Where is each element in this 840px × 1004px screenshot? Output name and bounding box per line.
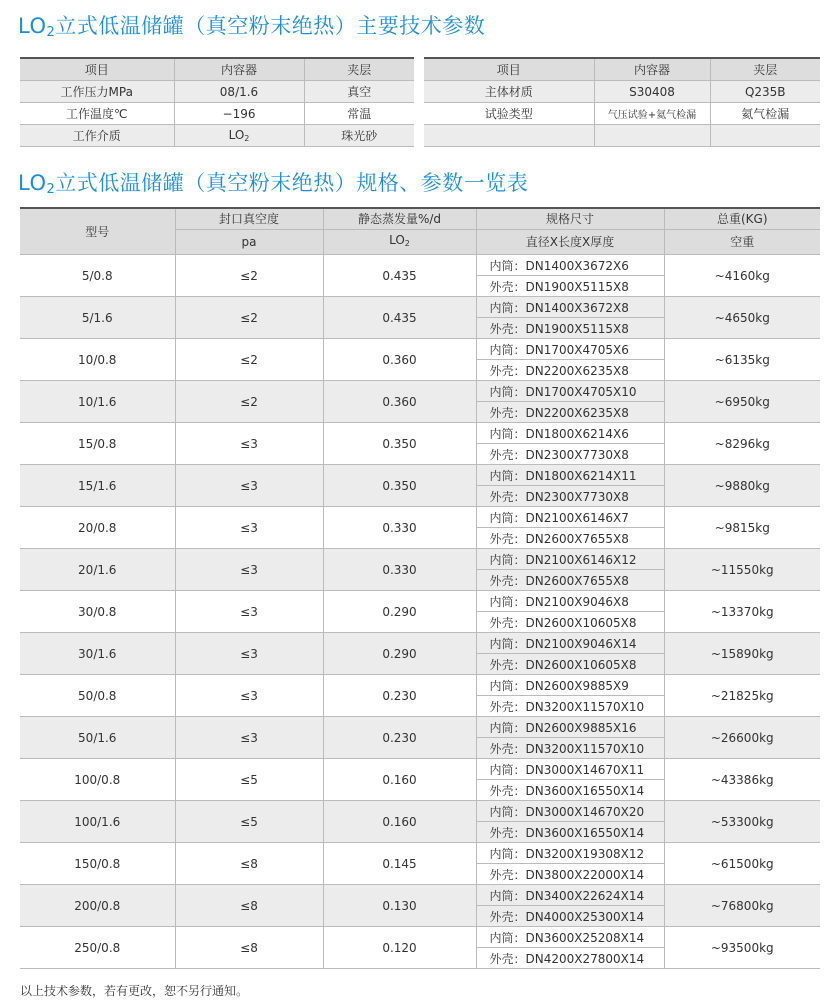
weight-cell: ~6950kg xyxy=(664,381,820,423)
outer-size-cell: 外壳：DN3600X16550X14 xyxy=(476,780,664,801)
header-cell: 内容器 xyxy=(594,58,710,81)
model-cell: 30/0.8 xyxy=(20,591,175,633)
vacuum-cell: ≤3 xyxy=(175,465,323,507)
table-row xyxy=(20,125,414,147)
outer-size-cell: 外壳：DN2200X6235X8 xyxy=(476,360,664,381)
table-cell: 工作介质 xyxy=(20,125,174,147)
table-row xyxy=(20,843,820,864)
vacuum-cell: ≤3 xyxy=(175,591,323,633)
header-cell: 项目 xyxy=(424,58,594,81)
table-row xyxy=(20,675,820,696)
table-row xyxy=(20,717,820,738)
inner-size-cell: 内筒：DN1700X4705X10 xyxy=(476,381,664,402)
inner-size-cell: 内筒：DN3200X19308X12 xyxy=(476,843,664,864)
table-row xyxy=(20,801,820,822)
inner-size-cell: 内筒：DN1400X3672X8 xyxy=(476,297,664,318)
vacuum-cell: ≤5 xyxy=(175,759,323,801)
table-header-row xyxy=(20,58,414,81)
vacuum-cell: ≤3 xyxy=(175,675,323,717)
evaporation-cell: 0.290 xyxy=(323,591,476,633)
evaporation-cell: 0.160 xyxy=(323,801,476,843)
model-cell: 10/0.8 xyxy=(20,339,175,381)
outer-size-cell: 外壳：DN2600X7655X8 xyxy=(476,570,664,591)
table-row xyxy=(20,423,820,444)
table-cell: 珠光砂 xyxy=(304,125,414,147)
evaporation-cell: 0.120 xyxy=(323,927,476,969)
weight-cell: ~26600kg xyxy=(664,717,820,759)
weight-cell: ~4650kg xyxy=(664,297,820,339)
model-cell: 15/1.6 xyxy=(20,465,175,507)
evaporation-cell: 0.160 xyxy=(323,759,476,801)
inner-size-cell: 内筒：DN3400X22624X14 xyxy=(476,885,664,906)
evaporation-cell: 0.230 xyxy=(323,675,476,717)
inner-size-cell: 内筒：DN3600X25208X14 xyxy=(476,927,664,948)
weight-cell: ~6135kg xyxy=(664,339,820,381)
table-row xyxy=(20,381,820,402)
table-row xyxy=(20,339,820,360)
footer-note: 以上技术参数，若有更改，恕不另行通知。 xyxy=(20,984,249,998)
vacuum-cell: ≤8 xyxy=(175,927,323,969)
evaporation-cell: 0.330 xyxy=(323,507,476,549)
weight-cell: ~21825kg xyxy=(664,675,820,717)
table-row xyxy=(20,591,820,612)
outer-size-cell: 外壳：DN4000X25300X14 xyxy=(476,906,664,927)
table-row xyxy=(20,81,414,103)
inner-size-cell: 内筒：DN1400X3672X6 xyxy=(476,255,664,276)
table-row xyxy=(20,549,820,570)
inner-size-cell: 内筒：DN2600X9885X16 xyxy=(476,717,664,738)
table-row xyxy=(20,507,820,528)
weight-cell: ~13370kg xyxy=(664,591,820,633)
table-row xyxy=(20,465,820,486)
inner-size-cell: 内筒：DN2100X9046X8 xyxy=(476,591,664,612)
evaporation-cell: 0.435 xyxy=(323,255,476,297)
vacuum-cell: ≤3 xyxy=(175,717,323,759)
table-row xyxy=(424,125,820,147)
inner-size-cell: 内筒：DN2100X6146X7 xyxy=(476,507,664,528)
weight-cell: ~76800kg xyxy=(664,885,820,927)
evaporation-cell: 0.360 xyxy=(323,339,476,381)
table-header-row xyxy=(20,208,820,230)
model-cell: 50/0.8 xyxy=(20,675,175,717)
model-cell: 15/0.8 xyxy=(20,423,175,465)
weight-cell: ~4160kg xyxy=(664,255,820,297)
vacuum-cell: ≤2 xyxy=(175,339,323,381)
weight-cell: ~93500kg xyxy=(664,927,820,969)
table-cell: 主体材质 xyxy=(424,81,594,103)
table-cell: 试验类型 xyxy=(424,103,594,125)
outer-size-cell: 外壳：DN3600X16550X14 xyxy=(476,822,664,843)
table-cell: Q235B xyxy=(710,81,820,103)
weight-cell: ~61500kg xyxy=(664,843,820,885)
header-model: 型号 xyxy=(20,208,175,255)
table-cell: 氦气检漏 xyxy=(710,103,820,125)
weight-cell: ~9815kg xyxy=(664,507,820,549)
weight-cell: ~9880kg xyxy=(664,465,820,507)
evaporation-cell: 0.230 xyxy=(323,717,476,759)
table-cell xyxy=(710,125,820,147)
table-row xyxy=(20,927,820,948)
outer-size-cell: 外壳：DN2600X7655X8 xyxy=(476,528,664,549)
evaporation-cell: 0.350 xyxy=(323,423,476,465)
outer-size-cell: 外壳：DN2600X10605X8 xyxy=(476,612,664,633)
header-vacuum-unit: pa xyxy=(175,230,323,255)
model-cell: 150/0.8 xyxy=(20,843,175,885)
outer-size-cell: 外壳：DN3200X11570X10 xyxy=(476,738,664,759)
table-cell: S30408 xyxy=(594,81,710,103)
vacuum-cell: ≤8 xyxy=(175,885,323,927)
table-row xyxy=(20,759,820,780)
vacuum-cell: ≤3 xyxy=(175,423,323,465)
model-cell: 100/0.8 xyxy=(20,759,175,801)
model-cell: 5/1.6 xyxy=(20,297,175,339)
outer-size-cell: 外壳：DN3200X11570X10 xyxy=(476,696,664,717)
vacuum-cell: ≤5 xyxy=(175,801,323,843)
table-cell: 气压试验+氦气检漏 xyxy=(594,103,710,125)
table-cell: 08/1.6 xyxy=(174,81,304,103)
header-weight-empty: 空重 xyxy=(664,230,820,255)
header-weight: 总重(KG) xyxy=(664,208,820,230)
table-cell: 真空 xyxy=(304,81,414,103)
evaporation-cell: 0.130 xyxy=(323,885,476,927)
header-vacuum: 封口真空度 xyxy=(175,208,323,230)
header-cell: 项目 xyxy=(20,58,174,81)
header-cell: 夹层 xyxy=(304,58,414,81)
table-cell: 工作温度℃ xyxy=(20,103,174,125)
model-cell: 250/0.8 xyxy=(20,927,175,969)
outer-size-cell: 外壳：DN4200X27800X14 xyxy=(476,948,664,969)
evaporation-cell: 0.290 xyxy=(323,633,476,675)
spec-table-title: $LO_2$立式低温储罐（真空粉末绝热）规格、参数一览表 xyxy=(18,171,529,197)
table-row xyxy=(20,255,820,276)
header-cell: 夹层 xyxy=(710,58,820,81)
tech-params-right-table xyxy=(424,57,820,147)
outer-size-cell: 外壳：DN2200X6235X8 xyxy=(476,402,664,423)
header-evaporation-medium: $LO_2$ xyxy=(323,230,476,255)
outer-size-cell: 外壳：DN1900X5115X8 xyxy=(476,318,664,339)
table-row xyxy=(20,885,820,906)
table-header-row xyxy=(424,58,820,81)
vacuum-cell: ≤2 xyxy=(175,255,323,297)
table-row xyxy=(20,103,414,125)
vacuum-cell: ≤2 xyxy=(175,381,323,423)
inner-size-cell: 内筒：DN3000X14670X11 xyxy=(476,759,664,780)
outer-size-cell: 外壳：DN1900X5115X8 xyxy=(476,276,664,297)
vacuum-cell: ≤8 xyxy=(175,843,323,885)
evaporation-cell: 0.145 xyxy=(323,843,476,885)
model-cell: 20/1.6 xyxy=(20,549,175,591)
table-cell xyxy=(594,125,710,147)
model-cell: 5/0.8 xyxy=(20,255,175,297)
weight-cell: ~53300kg xyxy=(664,801,820,843)
model-cell: 30/1.6 xyxy=(20,633,175,675)
weight-cell: ~15890kg xyxy=(664,633,820,675)
outer-size-cell: 外壳：DN2600X10605X8 xyxy=(476,654,664,675)
table-cell: −196 xyxy=(174,103,304,125)
header-size-format: 直径X长度X厚度 xyxy=(476,230,664,255)
header-cell: 内容器 xyxy=(174,58,304,81)
inner-size-cell: 内筒：DN1700X4705X6 xyxy=(476,339,664,360)
table-cell: 常温 xyxy=(304,103,414,125)
inner-size-cell: 内筒：DN1800X6214X6 xyxy=(476,423,664,444)
outer-size-cell: 外壳：DN2300X7730X8 xyxy=(476,486,664,507)
inner-size-cell: 内筒：DN3000X14670X20 xyxy=(476,801,664,822)
table-row xyxy=(20,633,820,654)
model-cell: 10/1.6 xyxy=(20,381,175,423)
inner-size-cell: 内筒：DN1800X6214X11 xyxy=(476,465,664,486)
evaporation-cell: 0.435 xyxy=(323,297,476,339)
table-row xyxy=(20,297,820,318)
page-title: $LO_2$立式低温储罐（真空粉末绝热）主要技术参数 xyxy=(18,14,486,40)
header-evaporation: 静态蒸发量%/d xyxy=(323,208,476,230)
vacuum-cell: ≤3 xyxy=(175,633,323,675)
inner-size-cell: 内筒：DN2600X9885X9 xyxy=(476,675,664,696)
vacuum-cell: ≤2 xyxy=(175,297,323,339)
evaporation-cell: 0.360 xyxy=(323,381,476,423)
outer-size-cell: 外壳：DN2300X7730X8 xyxy=(476,444,664,465)
table-row xyxy=(424,81,820,103)
evaporation-cell: 0.330 xyxy=(323,549,476,591)
model-cell: 200/0.8 xyxy=(20,885,175,927)
table-row xyxy=(424,103,820,125)
weight-cell: ~43386kg xyxy=(664,759,820,801)
vacuum-cell: ≤3 xyxy=(175,507,323,549)
tech-params-left-table xyxy=(20,57,414,147)
table-cell: 工作压力MPa xyxy=(20,81,174,103)
table-cell: $LO_2$ xyxy=(174,125,304,147)
outer-size-cell: 外壳：DN3800X22000X14 xyxy=(476,864,664,885)
inner-size-cell: 内筒：DN2100X9046X14 xyxy=(476,633,664,654)
weight-cell: ~11550kg xyxy=(664,549,820,591)
vacuum-cell: ≤3 xyxy=(175,549,323,591)
header-size: 规格尺寸 xyxy=(476,208,664,230)
model-cell: 50/1.6 xyxy=(20,717,175,759)
spec-table xyxy=(20,207,820,969)
model-cell: 100/1.6 xyxy=(20,801,175,843)
evaporation-cell: 0.350 xyxy=(323,465,476,507)
model-cell: 20/0.8 xyxy=(20,507,175,549)
table-cell xyxy=(424,125,594,147)
inner-size-cell: 内筒：DN2100X6146X12 xyxy=(476,549,664,570)
weight-cell: ~8296kg xyxy=(664,423,820,465)
